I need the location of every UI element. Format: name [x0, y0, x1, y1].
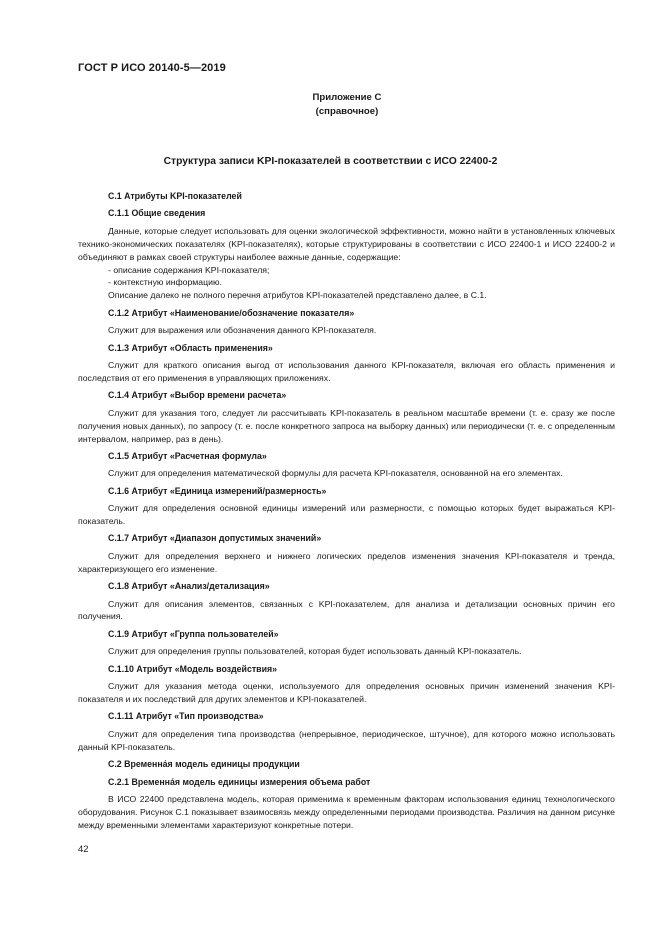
page-number: 42 — [78, 844, 89, 855]
section-heading: С.2 Временна́я модель единицы продукции — [108, 759, 300, 770]
paragraph: Служит для определения основной единицы измерений или размерности, с помощью которых будет выражаться KPI-показатель. — [78, 503, 615, 527]
paragraph: Данные, которые следует использовать для оценки экологической эффективности, можно найти в установленных ключевых технико-экономических показателях (KPI-показателях), которые структурированы в соответствии с ИСО 22400-1 и ИСО 22400-2 и объединяют в рамках своей структуры наиболее важные данные, содержащие: — [78, 225, 615, 262]
section-heading: С.1.8 Атрибут «Анализ/детализация» — [108, 581, 270, 592]
section-heading: С.1.9 Атрибут «Группа пользователей» — [108, 628, 279, 639]
section-heading: С.1.5 Атрибут «Расчетная формула» — [108, 450, 267, 461]
list-item: - контекстную информацию. — [78, 276, 615, 289]
annex-main-title: Структура записи KPI-показателей в соответствии с ИСО 22400-2 — [163, 156, 498, 167]
section-heading: С.1 Атрибуты KPI-показателей — [108, 191, 242, 201]
annex-label — [300, 91, 394, 119]
section-heading: С.2.1 Временна́я модель единицы измерения объема работ — [108, 776, 371, 787]
document-body — [78, 190, 615, 832]
paragraph: Служит для краткого описания выгод от использования данного KPI-показателя, включая его область применения и последствия от его применения в управляющих приложениях. — [78, 359, 615, 383]
annex-note: (справочное) — [315, 106, 379, 117]
paragraph: Служит для определения типа производства (непрерывное, периодическое, штучное), для которого можно использовать данный KPI-показатель. — [78, 728, 615, 752]
paragraph: Служит для указания того, следует ли рассчитывать KPI-показатель в реальном масштабе времени (т. е. сразу же после получения новых данных), по запросу (т. е. после конкретного запроса на выборку данных) или периодически (т. е. с определенным интервалом, например, раз в день). — [78, 407, 615, 444]
section-heading: С.1.2 Атрибут «Наименование/обозначение показателя» — [108, 307, 355, 318]
document-code: ГОСТ Р ИСО 20140-5—2019 — [78, 62, 226, 74]
paragraph: Служит для определения группы пользователей, которая будет использовать данный KPI-показатель. — [108, 646, 522, 657]
section-heading: С.1.3 Атрибут «Область применения» — [108, 342, 273, 353]
paragraph: Служит для описания элементов, связанных с KPI-показателем, для анализа и детализации основных причин его получения. — [78, 598, 615, 622]
paragraph: Служит для указания метода оценки, используемого для определения основных причин изменений значения KPI-показателя и их последствий для других элементов и KPI-показателей. — [78, 681, 615, 704]
annex-title: Приложение С — [312, 92, 382, 103]
section-heading: С.1.1 Общие сведения — [108, 208, 206, 219]
paragraph: Служит для выражения или обозначения данного KPI-показателя. — [108, 325, 377, 336]
section-heading: С.1.7 Атрибут «Диапазон допустимых значений» — [108, 533, 322, 544]
paragraph: Служит для определения математической формулы для расчета KPI-показателя, основанной на его элементах. — [108, 468, 563, 479]
bullet-list — [78, 264, 615, 290]
section-heading: С.1.4 Атрибут «Выбор времени расчета» — [108, 390, 287, 401]
section-heading: С.1.10 Атрибут «Модель воздействия» — [108, 663, 278, 674]
paragraph: Описание далеко не полного перечня атрибутов KPI-показателей представлено далее, в С.1. — [108, 290, 487, 301]
paragraph: Служит для определения верхнего и нижнего логических пределов изменения значения KPI-показателя и тренда, характеризующего его изменение. — [78, 550, 615, 574]
list-item: - описание содержания KPI-показателя; — [78, 264, 615, 277]
section-heading: С.1.6 Атрибут «Единица измерений/размерность» — [108, 485, 327, 496]
paragraph: В ИСО 22400 представлена модель, которая применима к временным факторам использования единиц технологического оборудования. Рисунок С.1 показывает взаимосвязь между определенными периодами производства. Различия на данном рисунке между временными элементами характеризуют конкретные потери. — [78, 793, 615, 830]
section-heading: С.1.11 Атрибут «Тип производства» — [108, 711, 264, 722]
